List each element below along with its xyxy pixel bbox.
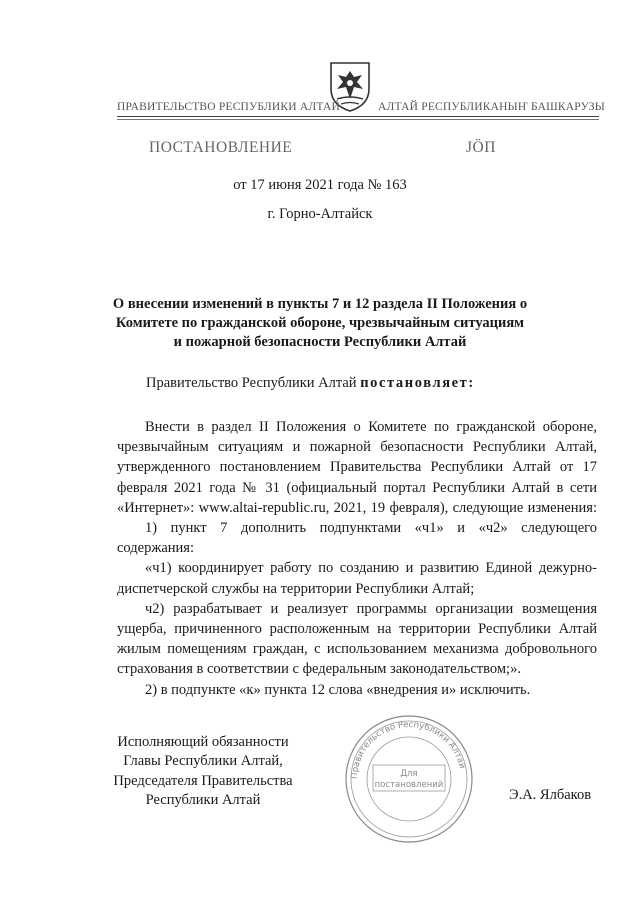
decree-verb: постановляет:: [360, 375, 475, 391]
signer-position-line: Исполняющий обязанности: [117, 734, 289, 750]
signer-position-line: Республики Алтай: [145, 791, 261, 808]
seal-center-line: постановлений: [374, 780, 444, 790]
seal-ring-text: Правительство Республики Алтай: [349, 719, 467, 780]
doc-type-alt: ЈӦП: [466, 139, 496, 156]
government-name-alt: АЛТАЙ РЕСПУБЛИКАНЫҤ БАШКАРУЗЫ: [378, 101, 605, 113]
signer-name: Э.А. Ялбаков: [509, 787, 592, 803]
official-seal: [343, 713, 475, 845]
signer-position-line: Председателя Правительства: [113, 772, 293, 789]
decree-subject: Правительство Республики Алтай: [146, 375, 357, 391]
body-paragraph: Внести в раздел II Положения о Комитете по гражданской обороне, чрезвычайным ситуациям и пожарной безопасности Республики Алтай, утвержденного постановлением Правительства Республики Алтай от 17 февраля 2021 года № 31 (официальный портал Республики Алтай в сети «Интернет»: www.altai-republic.ru, 2021, 19 февраля), следующие изменения:: [117, 419, 597, 516]
doc-title: О внесении изменений в пункты 7 и 12 раздела II Положения о Комитете по гражданской обороне, чрезвычайным ситуациям и пожарной безопасности Республики Алтай: [112, 296, 528, 350]
body-paragraph: 1) пункт 7 дополнить подпунктами «ч1» и «ч2» следующего содержания:: [117, 520, 597, 557]
header-rule: [117, 116, 599, 117]
doc-city: г. Горно-Алтайск: [267, 206, 373, 222]
government-name-ru: ПРАВИТЕЛЬСТВО РЕСПУБЛИКИ АЛТАЙ: [117, 101, 341, 113]
doc-type-ru: ПОСТАНОВЛЕНИЕ: [149, 139, 293, 156]
body-paragraph: «ч1) координирует работу по созданию и развитию Единой дежурно-диспетчерской службы на территории Республики Алтай;: [117, 560, 597, 597]
doc-date-number: от 17 июня 2021 года № 163: [233, 177, 407, 193]
body-paragraph: ч2) разрабатывает и реализует программы организации возмещения ущерба, причиненного расположенным на территории Республики Алтай жилым помещениям граждан, с использованием механизма добровольного страхования в соответствии с федеральным законодательством;».: [117, 600, 597, 678]
body-paragraph: 2) в подпункте «к» пункта 12 слова «внедрения и» исключить.: [145, 681, 531, 698]
decree-formula: [146, 375, 475, 392]
seal-center-line: Для: [400, 769, 418, 779]
signature-block: [108, 733, 298, 810]
doc-body: [117, 417, 597, 700]
signer-position-line: Главы Республики Алтай,: [123, 753, 283, 770]
header-rule-secondary: [117, 119, 599, 120]
